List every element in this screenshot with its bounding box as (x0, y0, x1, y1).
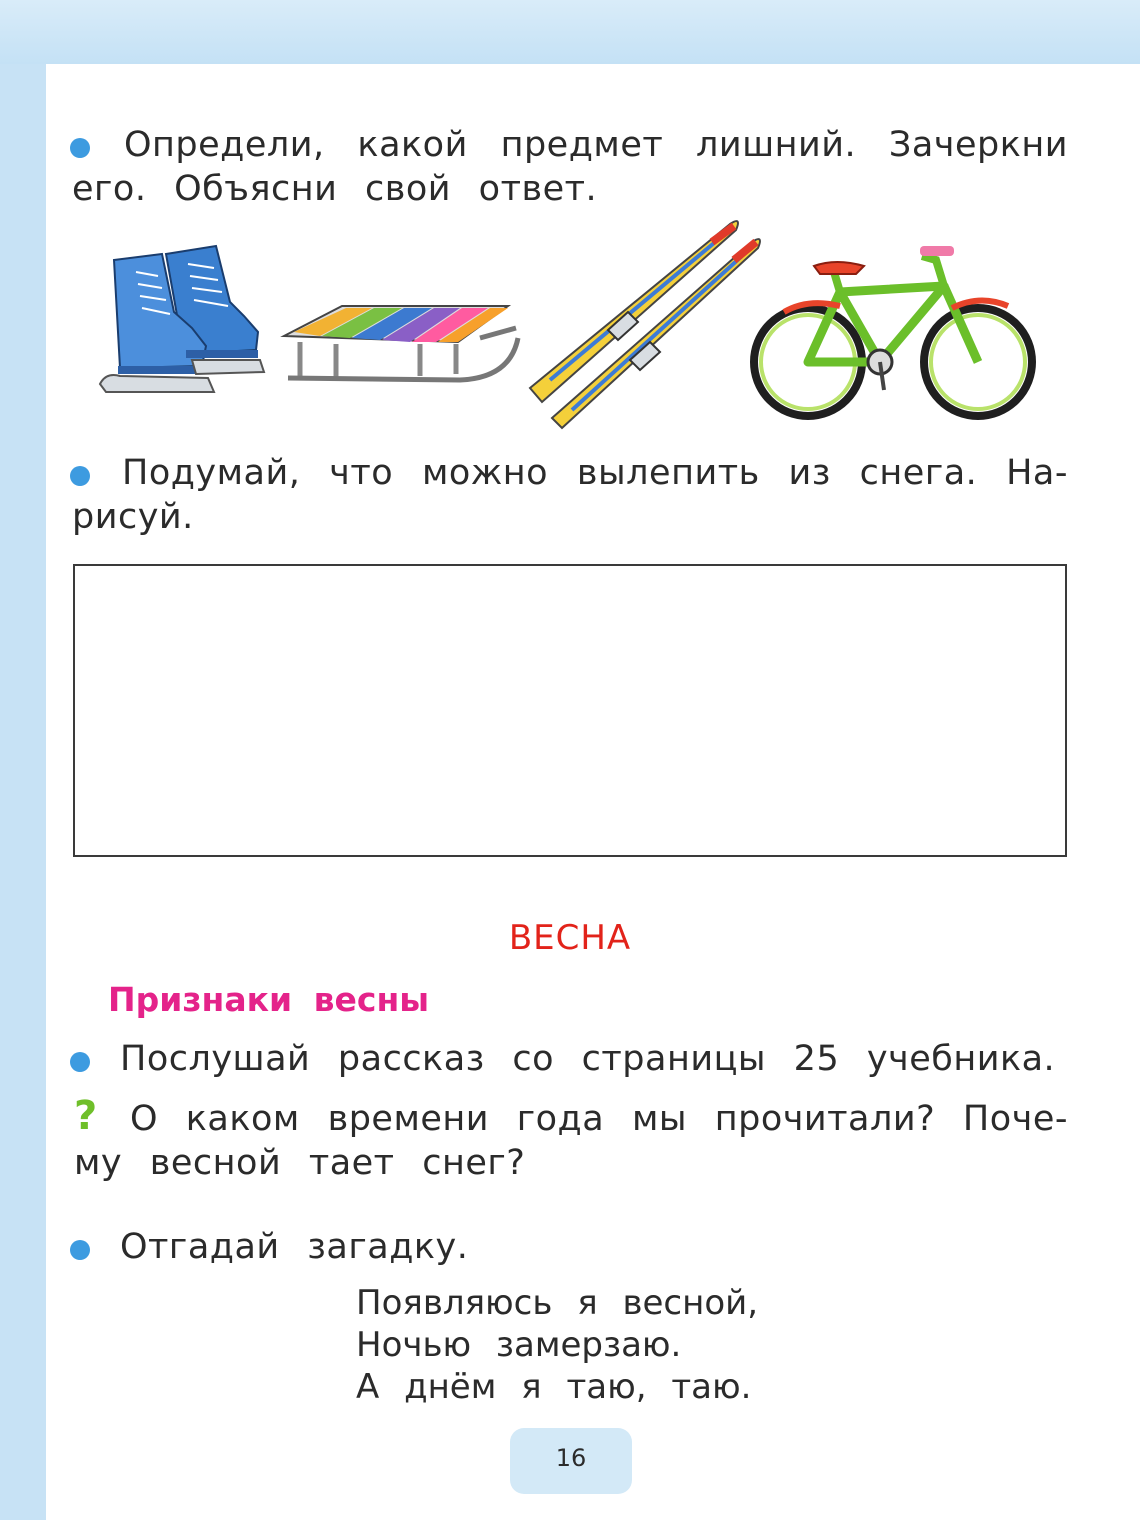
task2-line2: рисуй. (72, 497, 194, 537)
bullet-icon (70, 138, 90, 158)
task2-line1: Подумай, что можно вылепить из снега. На- (122, 453, 1068, 493)
task3-text: Послушай рассказ со страницы 25 учебника. (120, 1039, 1056, 1079)
question-line2: му весной тает снег? (74, 1143, 526, 1183)
bullet-icon (70, 466, 90, 486)
ice-skates-icon[interactable] (96, 242, 268, 396)
task1-line2: его. Объясни свой ответ. (72, 169, 598, 209)
bullet-icon (70, 1240, 90, 1260)
bullet-icon (70, 1052, 90, 1072)
riddle-line-1: Появляюсь я весной, (356, 1283, 759, 1323)
question-line1: О каком времени года мы прочитали? Поче- (130, 1099, 1068, 1139)
subsection-title: Признаки весны (108, 980, 430, 1019)
sled-icon[interactable] (280, 298, 526, 390)
drawing-area[interactable] (73, 564, 1067, 857)
left-band (0, 64, 46, 1520)
riddle-line-3: А днём я таю, таю. (356, 1367, 752, 1407)
riddle-line-2: Ночью замерзаю. (356, 1325, 682, 1365)
top-band (0, 0, 1140, 64)
task4-text: Отгадай загадку. (120, 1227, 469, 1267)
bicycle-icon[interactable] (744, 242, 1046, 422)
skis-icon[interactable] (520, 212, 770, 430)
question-mark-icon: ? (74, 1093, 98, 1139)
page-number: 16 (555, 1444, 587, 1472)
section-title: ВЕСНА (508, 918, 632, 958)
task1-line1: Определи, какой предмет лишний. Зачеркни (124, 125, 1068, 165)
page-number-box (510, 1428, 632, 1494)
